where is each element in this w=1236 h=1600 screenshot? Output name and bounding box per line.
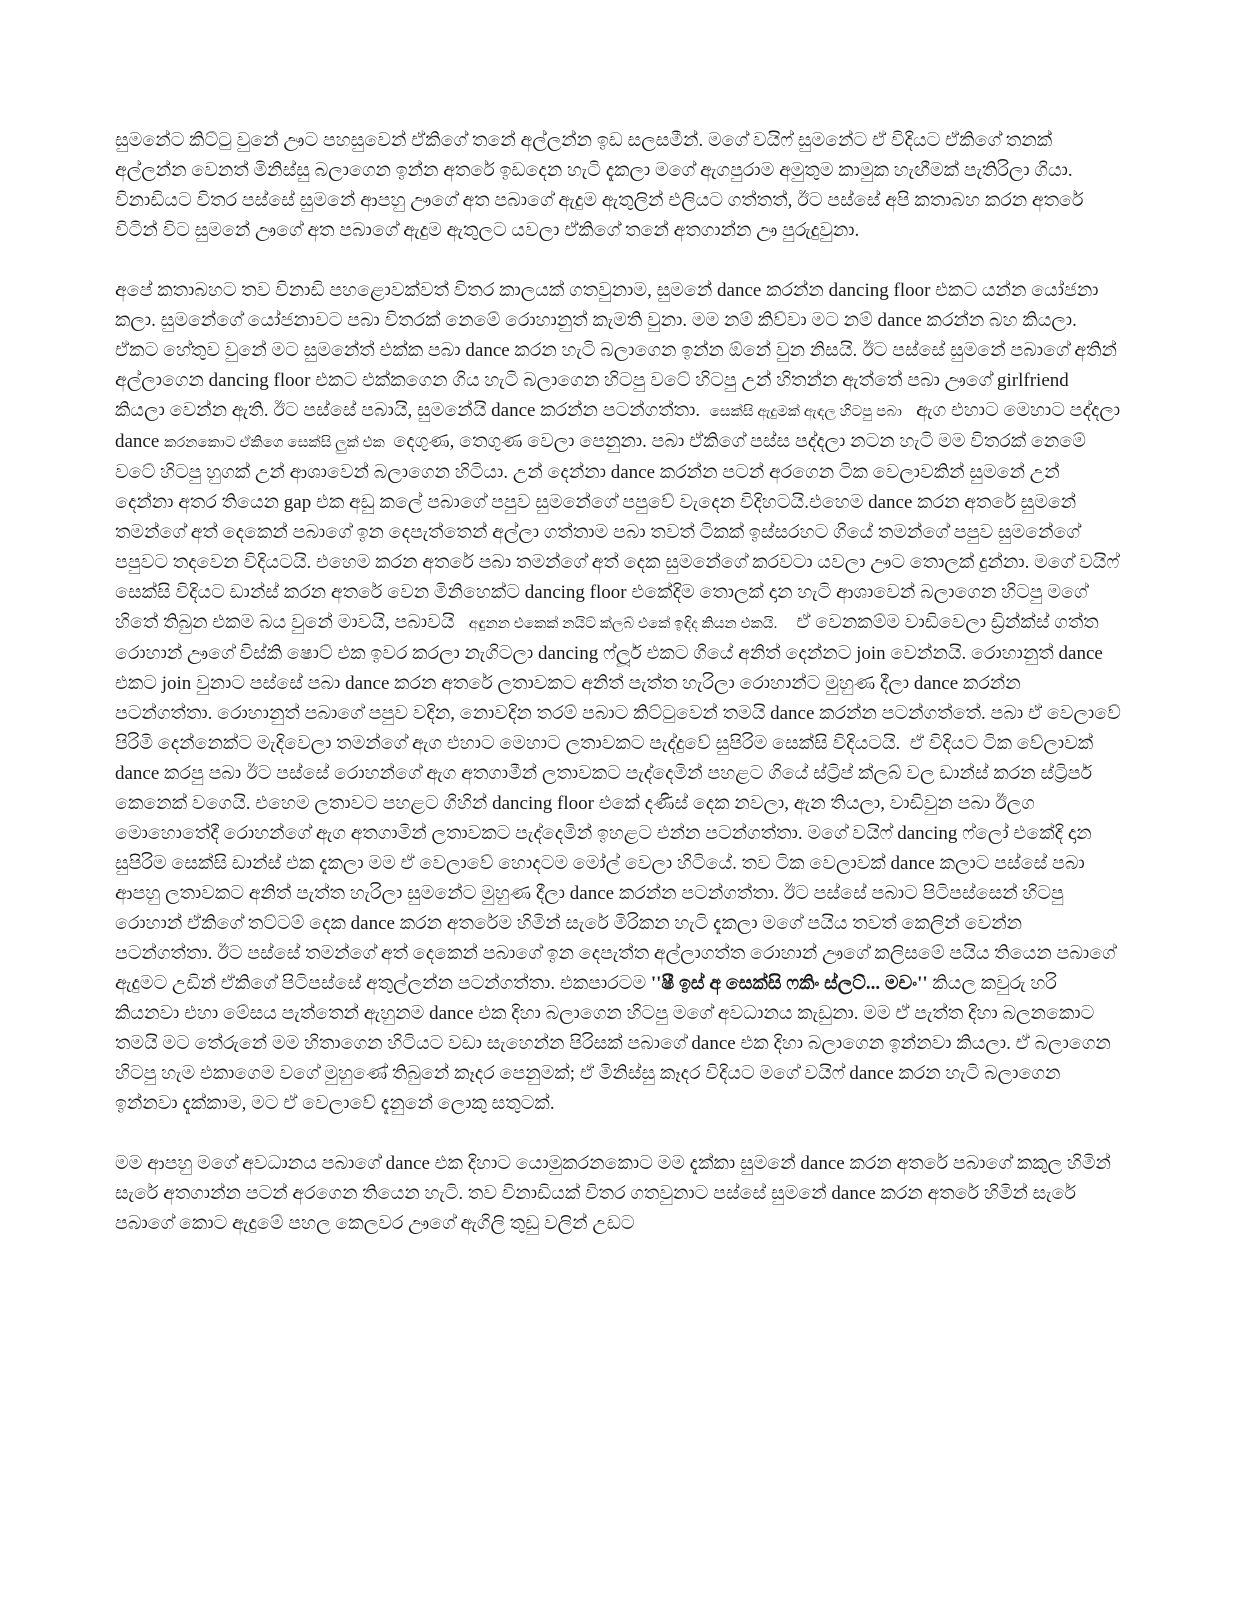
text-segment: කරනකොට ඒකිගෙ සෙක්සි ලුක් එක: [164, 435, 389, 451]
text-segment: අපේ කතාබහට තව විනාඩි පහළොවක්වත් විතර කාලයක් ගතවුනාම, සුමනේ dance කරන්න dancing floor එකට යන්න යෝජනා කලා. සුමනේගේ යෝජනාවට පබා විතරක් නෙමේ රොහානුත් කැමති වුනා. මම නම් කිව්වා මට නම් dance කරන්න බහ කියලා. ඒකට හේතුව වුනේ මට සුමනේත් එක්ක පබා dance කරන හැටි බලාගෙන ඉන්න ඕනේ වුන නිසයි. ඊට පස්සේ සුමනේ පබාගේ අතින් අල්ලාගෙන dancing floor එකට එක්කගෙන ගිය හැටි බලාගෙන හිටපු වටේ හිටපු උන් හිතන්න ඇත්තේ පබා ඌගේ girlfriend කියලා වෙන්න ඇති. ඊට පස්සේ පබායි, සුමනේයි dance කරන්න පටන්ගත්තා.: [115, 280, 1122, 421]
text-segment: අඳුනන එකෙක් නයිට් ක්ලබ් එකේ ඉඳිද කියන එකයි.: [468, 616, 778, 632]
document-body: [115, 126, 1126, 1239]
text-segment: ''ෂී ඉස් අ සෙක්සි ෆකිං ස්ලට්... මචං'': [650, 973, 928, 994]
text-segment: සුමනේට කිට්ටු වුනේ ඌට පහසුවෙන් ඒකිගේ තනේ අල්ලන්න ඉඩ සලසමීන්. මගේ වයිෆ් සුමනේට ඒ විදියට ඒකිගේ තනක් අල්ලන්න වෙනත් මිනිස්සු බලාගෙන ඉන්න අතරේ ඉඩදෙන හැටි දැකලා මගේ ඇගපුරාම අමුතුම කාමුක හැඟීමක් පැතිරිලා ගියා. විනාඩියට විතර පස්සේ සුමනේ ආපහු ඌගේ අත පබාගේ ඇදුම ඇතුලින් එලියට ගත්තත්, ඊට පස්සේ අපි කතාබහ කරන අතරේ විටින් විට සුමනේ ඌගේ අත පබාගේ ඇදුම ඇතුලට යවලා ඒකිගේ තනේ අතගාන්න ඌ පුරුදුවුනා.: [115, 130, 1089, 241]
text-segment: සෙක්සි ඇදුමක් ඇඳල හිටපු පබා: [709, 404, 902, 420]
text-segment: දෙගුණ, තෙගුණ වෙලා පෙනුනා. පබා ඒකිගේ පස්ස පද්දලා නටන හැටි මම විතරක් නෙමේ වටේ හිටපු හුගක් උන් ආශාවෙන් බලාගෙන හිටියා. උන් දෙන්නා dance කරන්න පටන් අරගෙන ටික වෙලාවකින් සුමනේ උන් දෙන්නා අතර තියෙන gap එක අඩු කලේ පබාගේ පපුව සුමනේගේ පපුවේ වැදෙන විදිහටයි.එහෙම dance කරන අතරේ සුමනේ තමන්ගේ අත් දෙකෙන් පබාගේ ඉන දෙපැත්තෙන් අල්ලා ගත්තාම පබා තවත් ටිකක් ඉස්සරහට ගියේ තමන්ගේ පපුව සුමනේගේ පපුවට තදවෙන විදියටයි. එහෙම කරන අතරේ පබා තමන්ගේ අත් දෙක සුමනේගේ කරවටා යවලා ඌට තොලක් දුන්නා. මගේ වයිෆ් සෙක්සි විදියට ඩාන්ස් කරන අතරේ වෙන මිනිහෙක්ට dancing floor එකේදිම තොලක් දාන හැටි ආශාවෙන් බලාගෙන හිටපු මගේ හිතේ තිබුන එකම බය වුනේ මාවයි, පබාවයි: [115, 431, 1124, 633]
text-segment: ඇග එහාට මෙහාට පද්දලා dance: [115, 400, 1125, 452]
text-segment: ඒ වෙනකම්ම වාඩිවෙලා ඩ්‍රින්ක්ස් ගත්ත රොහාන් ඌගේ විස්කි ෂොට් එක ඉවර කරලා නැගිටලා dancing ෆ්ලූර් එකට ගියේ අනිත් දෙන්නට join වෙන්නයි. රොහානුත් dance එකට join වුනාට පස්සේ පබා dance කරන අතරේ ලතාවකට අනිත් පැත්ත හැරිලා රොහාන්ට මුහුණ දීලා dance කරන්න පටන්ගත්තා. රොහානුත් පබාගේ පපුව වදින, නොවදින තරම් පබාට කිට්ටුවෙන් තමයි dance කරන්න පටන්ගත්තේ. පබා ඒ වෙලාවේ පිරිමි දෙන්නෙක්ට මැදිවෙලා තමන්ගේ ඇග එහාට මෙහාට ලතාවකට පැද්දුවේ සුපිරිම සෙක්සි විදියටයි. ඒ විදියට ටික වේලාවක් dance කරපු පබා ඊට පස්සේ රොහන්ගේ ඇග අතගාමීන් ලතාවකට පැද්දෙමින් පහළට ගියේ ස්ට්‍රිප් ක්ලබ් වල ඩාන්ස් කරන ස්ට්‍රිපර් කෙනෙක් වගෙයි. එහෙම ලතාවට පහළට ගිහින් dancing floor එකේ දණිස් දෙක නවලා, ඇන තියලා, වාඩිවුන පබා ඊලග මොහොතේදී රොහන්ගේ ඇග අතගාමින් ලතාවකට පැද්දෙමින් ඉහළට එන්න පටන්ගත්තා. මගේ වයිෆ් dancing ෆ්ලෝ එකේදි දාන සුපිරිම සෙක්සි ඩාන්ස් එක දැකලා මම ඒ වෙලාවේ හොදටම මෝල් වෙලා හිටියේ. තව ටික වෙලාවක් dance කලාට පස්සේ පබා ආපහු ලතාවකට අනිත් පැත්ත හැරිලා සුමනේට මුහුණ දීලා dance කරන්න පටන්ගත්තා. ඊට පස්සේ පබාට පිටිපස්සෙන් හිටපු රොහාන් ඒකිගේ තට්ටම් දෙක dance කරන අතරේම හිමින් සැරේ මිරිකන හැටි දැකලා මගේ පයිය තවත් කෙලින් වෙන්න පටන්ගත්තා. ඊට පස්සේ තමන්ගේ අත් දෙකෙන් පබාගේ ඉන දෙපැත්ත අල්ලාගත්ත රොහාන් ඌගේ කලිසමේ පයිය තියෙන පබාගේ ඇදුමට උඩින් ඒකිගේ පිටිපස්සේ අතුල්ලන්න පටන්ගත්තා. එකපාරටම: [115, 612, 1126, 994]
text-segment: කියල කවුරු හරි කියනවා එහා මේසය පැත්තෙන් ඇහුනම dance එක දිහා බලාගෙන හිටපු මගේ අවධානය කැඩුනා. මම ඒ පැත්ත දිහා බලනකොට තමයි මට තේරුනේ මම හිතාගෙන හිටියට වඩා සැහෙන්න පිරිසක් පබාගේ dance එක දිහා බලාගෙන ඉන්නවා කියලා. ඒ බලාගෙන හිටපු හැම එකාගෙම වගේ මුහුණේ තිබුනේ කෑදර පෙනුමක්; ඒ මිනිස්සු කෑදර විදියට මගේ වයිෆ් dance කරන හැටි බලාගෙන ඉන්නවා දැක්කාම, මට ඒ වෙලාවේ දැනුනේ ලොකු සතුටක්.: [115, 973, 1116, 1114]
text-segment: මම ආපහු මගේ අවධානය පබාගේ dance එක දිහාට යොමුකරනකොට මම දැක්කා සුමනේ dance කරන අතරේ පබාගේ කකුල හිමින් සැරේ අතගාන්න පටන් අරගෙන තියෙන හැටි. තව විනාඩියක් විතර ගතවුනාට පස්සේ සුමනේ dance කරන අතරේ හිමින් සැරේ පබාගේ කොට ඇදුමේ පහල කෙලවර ඌගේ ඇගිලි තුඩු වලින් උඩට: [115, 1153, 1116, 1234]
paragraph: [115, 126, 1122, 246]
paragraph: [115, 276, 1126, 1119]
paragraph: [115, 1149, 1122, 1239]
